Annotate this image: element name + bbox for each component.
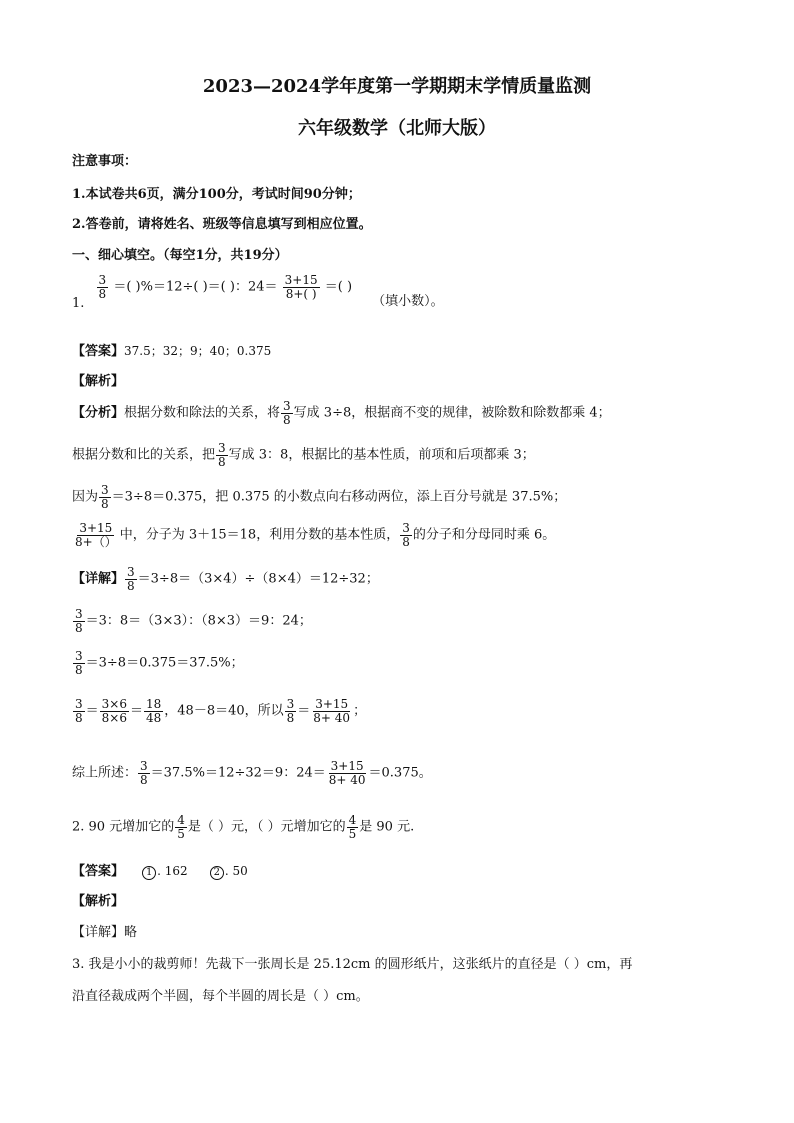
notes-item-1: 1.本试卷共6页，满分100分，考试时间90分钟；	[72, 187, 361, 202]
circled-number-2: 2	[210, 866, 224, 880]
fraction-3-8: $\frac{3}{8}$	[402, 521, 410, 549]
detail-line-2: $\frac{3}{8}$ ＝3：8＝（3×3）：（8×3）＝9：24；	[75, 607, 312, 635]
detail-line-1: 【详解】 $\frac{3}{8}$ ＝3÷8＝（3×4）÷（8×4）＝12÷32；	[72, 565, 379, 593]
fenxi-line-4: $\frac{3+15}{8+()}$ 中，分子为 3＋15＝18，利用分数的基本性质， $\frac{3}{8}$ 的分子和分母同时乘 6。	[75, 521, 556, 549]
q2-detail: 【详解】略	[72, 925, 138, 940]
page-subtitle: 六年级数学（北师大版）	[298, 118, 496, 139]
q2-line: 2. 90 元增加它的 $\frac{4}{5}$ 是（ ）元，（ ）元增加它的 $\frac{4}{5}$ 是 90 元.	[72, 813, 415, 841]
fraction-3-8: $\frac{3}{8}$	[127, 565, 135, 593]
circled-number-1: 1	[142, 866, 156, 880]
q1-note: （填小数）。	[372, 293, 444, 309]
fraction-3x6: $\frac{3\times 6}{8\times 6}$	[101, 697, 127, 725]
q1-equation-part2: ＝( )	[324, 279, 353, 295]
fraction-3-8: $\frac{3}{8}$	[140, 759, 148, 787]
fraction-3-8: $\frac{3}{8}$	[75, 697, 83, 725]
fraction-3-8: $\frac{3}{8}$	[286, 697, 295, 725]
section-heading: 一、细心填空。（每空1分，共19分）	[72, 248, 288, 263]
q3-line-2: 沿直径裁成两个半圆，每个半圆的周长是（ ）cm。	[72, 989, 369, 1004]
fraction-4-5: $\frac{4}{5}$	[348, 813, 357, 841]
fenxi-line-3: 因为 $\frac{3}{8}$ ＝3÷8＝0.375，把 0.375 的小数点向右移动两位，添上百分号就是 37.5%；	[72, 483, 567, 511]
q1-equation-part1: ＝( )%＝12÷( )＝( )：24＝	[113, 279, 278, 295]
q2-answer: 【答案】 1 . 162 2 . 50	[72, 864, 248, 879]
fraction-4-5: $\frac{4}{5}$	[177, 813, 185, 841]
fraction-3plus15: $\frac{3+15}{8+( )}$	[284, 273, 318, 301]
answer-label: 【答案】	[72, 344, 125, 359]
q3-line-1: 3. 我是小小的裁剪师！先裁下一张周长是 25.12cm 的圆形纸片，这张纸片的直径是（ ）cm，再	[72, 957, 633, 972]
fenxi-line-1: 【分析】根据分数和除法的关系，将 $\frac{3}{8}$ 写成 3÷8，根据商不变的规律，被除数和除数都乘 4；	[72, 399, 611, 427]
fraction-3-8: $\frac{3}{8}$	[98, 273, 107, 301]
fraction-3-8: $\frac{3}{8}$	[283, 399, 291, 427]
fraction-3-8: $\frac{3}{8}$	[75, 649, 83, 677]
fraction-3plus15-8plus40: $\frac{3+15}{8+ 40}$	[313, 697, 351, 725]
q1-answer	[72, 340, 271, 359]
fraction-3-8: $\frac{3}{8}$	[218, 441, 226, 469]
q1-number: 1.	[72, 295, 85, 311]
fraction-3-8: $\frac{3}{8}$	[101, 483, 109, 511]
fenxi-line-2: 根据分数和比的关系，把 $\frac{3}{8}$ 写成 3：8，根据比的基本性质，前项和后项都乘 3；	[72, 441, 535, 469]
detail-line-4: $\frac{3}{8}$ ＝ $\frac{3\times 6}{8\times 6}$ ＝ $\frac{18}{48}$ ，48－8＝40，所以 $\frac{3}{8}$ ＝ $\frac{3+15}{8+ 40}$ ；	[75, 697, 367, 725]
fraction-3plus15: $\frac{3+15}{8+()}$	[75, 521, 117, 549]
analysis-label: 【解析】	[72, 374, 125, 389]
fraction-3-8: $\frac{3}{8}$	[75, 607, 83, 635]
notes-item-2: 2.答卷前，请将姓名、班级等信息填写到相应位置。	[72, 217, 372, 232]
notes-heading: 注意事项：	[72, 154, 138, 169]
fraction-3plus15-8plus40: $\frac{3+15}{8+ 40}$	[328, 759, 366, 787]
summary-line: 综上所述： $\frac{3}{8}$ ＝37.5%＝12÷32＝9：24＝ $\frac{3+15}{8+ 40}$ ＝0.375。	[72, 759, 432, 787]
fraction-18-48: $\frac{18}{48}$	[146, 697, 162, 725]
answer-text: 37.5；32；9；40；0.375	[124, 344, 272, 358]
page-title: 2023—2024学年度第一学期期末学情质量监测	[202, 76, 592, 97]
q1-equation	[72, 273, 444, 311]
q2-analysis-label: 【解析】	[72, 894, 125, 909]
detail-line-3: $\frac{3}{8}$ ＝3÷8＝0.375＝37.5%；	[75, 649, 244, 677]
